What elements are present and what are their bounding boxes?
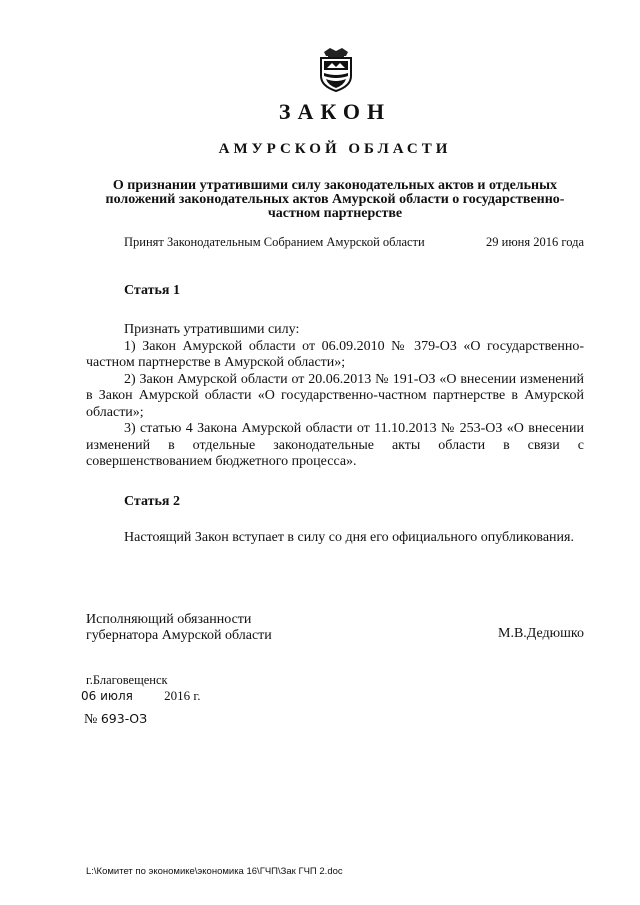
signatory-position-line: Исполняющий обязанности	[86, 612, 252, 627]
article-1-intro: Признать утратившими силу:	[124, 322, 300, 337]
footer-file-path: L:\Комитет по экономике\экономика 16\ГЧП\Зак ГЧП 2.doc	[86, 866, 343, 877]
issuance-day-month: 06 июля	[81, 689, 133, 703]
article-1-item: 2) Закон Амурской области от 20.06.2013 № 191-ОЗ «О внесении изменений в Закон Амурской области «О государственно-частном партнерстве в Амурской области»;	[86, 371, 584, 420]
subject-line: частном партнерстве	[267, 206, 403, 221]
issuance-year: 2016 г.	[164, 688, 201, 703]
law-subject	[86, 179, 584, 221]
issuance-date	[81, 688, 201, 704]
issuance-city: г.Благовещенск	[86, 673, 168, 687]
article-1-item: 3) статью 4 Закона Амурской области от 11.10.2013 № 253-ОЗ «О внесении изменений в отдельные законодательные акты области в связи с совершенствованием бюджетного процесса».	[86, 421, 584, 469]
article-1-heading: Статья 1	[124, 283, 180, 298]
article-1-body	[86, 322, 584, 471]
law-title: ЗАКОН	[278, 99, 392, 124]
article-2-heading: Статья 2	[124, 494, 180, 509]
adoption-date: 29 июня 2016 года	[486, 235, 584, 249]
signature-block	[86, 612, 584, 644]
signatory-name: М.В.Дедюшко	[498, 626, 584, 641]
subject-line: О признании утратившими силу законодательных актов и отдельных	[112, 178, 558, 193]
law-number	[84, 711, 147, 728]
coat-of-arms-emblem	[316, 46, 356, 92]
law-number-value: 693-ОЗ	[100, 711, 148, 726]
subject-line: положений законодательных актов Амурской области о государственно-	[105, 192, 565, 207]
article-2-body	[86, 530, 584, 547]
signatory-position-line: губернатора Амурской области	[86, 628, 272, 643]
adopted-by-text: Принят Законодательным Собранием Амурской области	[124, 235, 425, 249]
number-sign: №	[84, 712, 98, 727]
adoption-line	[124, 235, 584, 250]
article-2-text: Настоящий Закон вступает в силу со дня его официального опубликования.	[124, 530, 574, 545]
article-1-item: 1) Закон Амурской области от 06.09.2010 № 379-ОЗ «О государственно-частном партнерстве в Амурской области»;	[86, 338, 584, 370]
region-title: АМУРСКОЙ ОБЛАСТИ	[218, 141, 452, 157]
